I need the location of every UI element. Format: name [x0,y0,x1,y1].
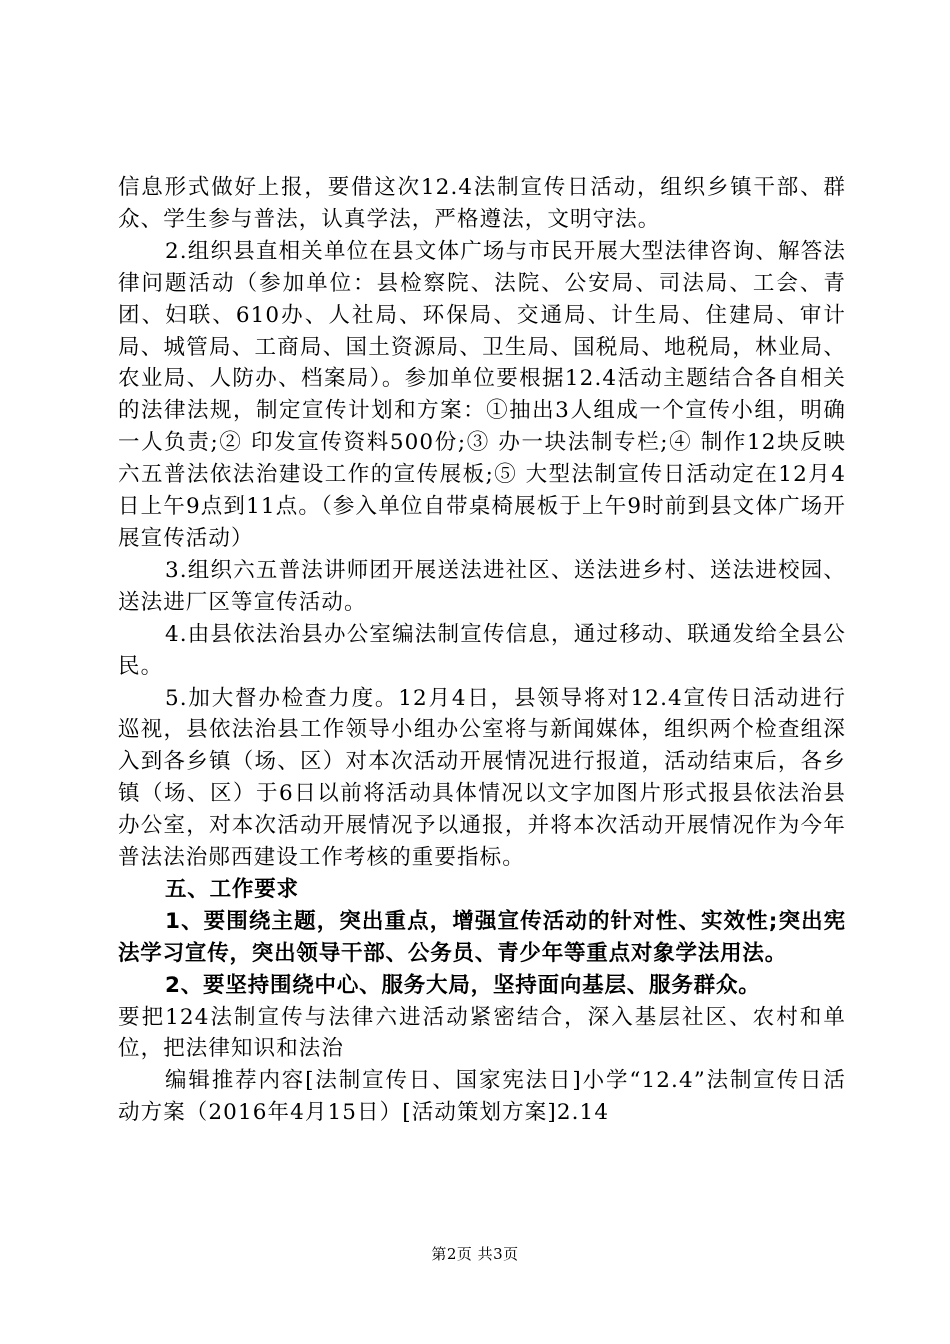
paragraph-continuation: 信息形式做好上报，要借这次12.4法制宣传日活动，组织乡镇干部、群众、学生参与普法，认真学法，严格遵法，文明守法。 [118,175,846,232]
section-heading: 五、工作要求 [165,876,299,902]
recommended-content: 编辑推荐内容[法制宣传日、国家宪法日]小学“12.4”法制宣传日活动方案（2016年4月15日）[活动策划方案]2.14 [118,1068,846,1126]
paragraph-item-3: 3.组织六五普法讲师团开展送法进社区、送法进乡村、送法进校园、送法进厂区等宣传活动。 [118,557,846,615]
document-body [118,172,846,1129]
paragraph-item-5: 5.加大督办检查力度。12月4日，县领导将对12.4宣传日活动进行巡视，县依法治县工作领导小组办公室将与新闻媒体，组织两个检查组深入到各乡镇（场、区）对本次活动开展情况进行报道，活动结束后，各乡镇（场、区）于6日以前将活动具体情况以文字加图片形式报县依法治县办公室，对本次活动开展情况予以通报，并将本次活动开展情况作为今年普法法治郧西建设工作考核的重要指标。 [118,685,846,871]
requirement-2: 2、要坚持围绕中心、服务大局，坚持面向基层、服务群众。 [165,972,761,998]
requirement-1: 1、要围绕主题，突出重点，增强宣传活动的针对性、实效性;突出宪法学习宣传，突出领导干部、公务员、青少年等重点对象学法用法。 [118,908,846,966]
requirement-2-body: 要把124法制宣传与法律六进活动紧密结合，深入基层社区、农村和单位，把法律知识和法治 [118,1004,846,1062]
paragraph-item-2: 2.组织县直相关单位在县文体广场与市民开展大型法律咨询、解答法律问题活动（参加单位：县检察院、法院、公安局、司法局、工会、青团、妇联、610办、人社局、环保局、交通局、计生局、住建局、审计局、城管局、工商局、国土资源局、卫生局、国税局、地税局，林业局、农业局、人防办、档案局）。参加单位要根据12.4活动主题结合各自相关的法律法规，制定宣传计划和方案：①抽出3人组成一个宣传小组，明确一人负责;② 印发宣传资料500份;③ 办一块法制专栏;④ 制作12块反映六五普法依法治建设工作的宣传展板;⑤ 大型法制宣传日活动定在12月4日上午9点到11点。（参入单位自带桌椅展板于上午9时前到县文体广场开展宣传活动） [118,238,846,551]
page-footer: 第2页 共3页 [431,1245,519,1263]
paragraph-item-4: 4.由县依法治县办公室编法制宣传信息，通过移动、联通发给全县公民。 [118,621,846,679]
